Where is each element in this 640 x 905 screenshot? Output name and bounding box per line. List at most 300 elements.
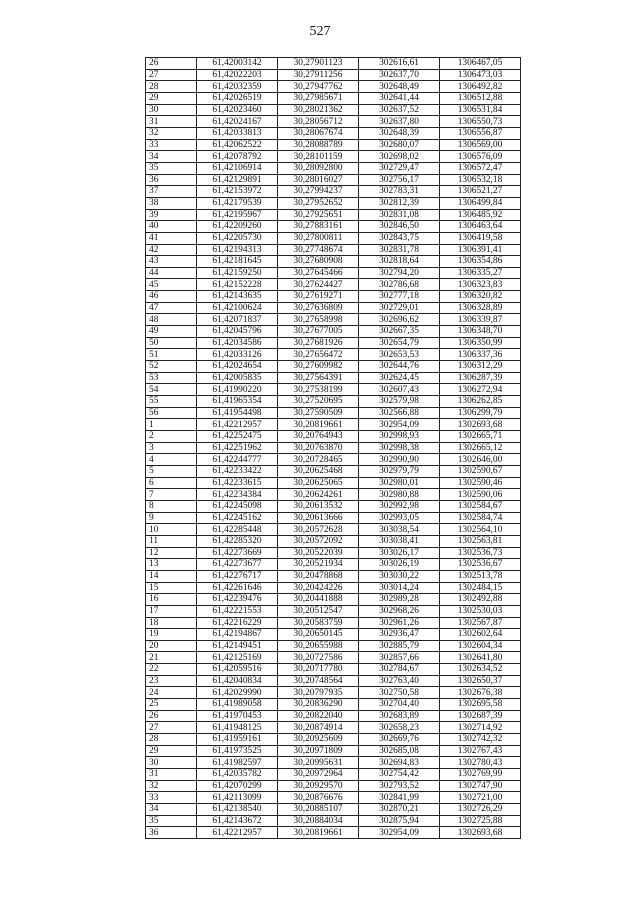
x-coordinate-cell: 302683,89	[359, 710, 440, 722]
table-row	[146, 221, 521, 233]
longitude-cell: 30,20613532	[278, 500, 359, 512]
latitude-cell: 61,42181645	[197, 256, 278, 268]
table-row	[146, 407, 521, 419]
point-number-cell: 19	[146, 629, 197, 641]
latitude-cell: 61,42205730	[197, 232, 278, 244]
x-coordinate-cell: 302579,98	[359, 396, 440, 408]
table-row	[146, 197, 521, 209]
page-number: 527	[309, 24, 331, 39]
table-row	[146, 139, 521, 151]
y-coordinate-cell: 1302602,64	[440, 629, 521, 641]
x-coordinate-cell: 303026,19	[359, 559, 440, 571]
y-coordinate-cell: 1302742,32	[440, 734, 521, 746]
point-number-cell: 3	[146, 442, 197, 454]
longitude-cell: 30,20763870	[278, 442, 359, 454]
latitude-cell: 61,42149451	[197, 640, 278, 652]
x-coordinate-cell: 302566,88	[359, 407, 440, 419]
y-coordinate-cell: 1302693,68	[440, 419, 521, 431]
y-coordinate-cell: 1302513,78	[440, 570, 521, 582]
point-number-cell: 22	[146, 664, 197, 676]
table-row	[146, 489, 521, 501]
y-coordinate-cell: 1302584,67	[440, 500, 521, 512]
latitude-cell: 61,42033126	[197, 349, 278, 361]
y-coordinate-cell: 1306320,82	[440, 291, 521, 303]
x-coordinate-cell: 302616,61	[359, 58, 440, 70]
point-number-cell: 18	[146, 617, 197, 629]
latitude-cell: 61,42100624	[197, 302, 278, 314]
table-row	[146, 804, 521, 816]
latitude-cell: 61,41989058	[197, 699, 278, 711]
y-coordinate-cell: 1302695,58	[440, 699, 521, 711]
table-row	[146, 302, 521, 314]
y-coordinate-cell: 1302714,92	[440, 722, 521, 734]
x-coordinate-cell: 302777,18	[359, 291, 440, 303]
latitude-cell: 61,42035782	[197, 769, 278, 781]
longitude-cell: 30,27994237	[278, 186, 359, 198]
point-number-cell: 34	[146, 804, 197, 816]
longitude-cell: 30,20655988	[278, 640, 359, 652]
x-coordinate-cell: 303030,22	[359, 570, 440, 582]
x-coordinate-cell: 303038,41	[359, 535, 440, 547]
longitude-cell: 30,20441888	[278, 594, 359, 606]
x-coordinate-cell: 302784,67	[359, 664, 440, 676]
point-number-cell: 15	[146, 582, 197, 594]
point-number-cell: 51	[146, 349, 197, 361]
table-row	[146, 69, 521, 81]
point-number-cell: 45	[146, 279, 197, 291]
point-number-cell: 30	[146, 104, 197, 116]
point-number-cell: 37	[146, 186, 197, 198]
latitude-cell: 61,42125169	[197, 652, 278, 664]
latitude-cell: 61,42285320	[197, 535, 278, 547]
y-coordinate-cell: 1302590,06	[440, 489, 521, 501]
longitude-cell: 30,20512547	[278, 605, 359, 617]
y-coordinate-cell: 1302767,43	[440, 745, 521, 757]
x-coordinate-cell: 302998,38	[359, 442, 440, 454]
latitude-cell: 61,42033813	[197, 127, 278, 139]
latitude-cell: 61,41959161	[197, 734, 278, 746]
y-coordinate-cell: 1302641,80	[440, 652, 521, 664]
y-coordinate-cell: 1302725,88	[440, 815, 521, 827]
x-coordinate-cell: 302846,50	[359, 221, 440, 233]
point-number-cell: 41	[146, 232, 197, 244]
x-coordinate-cell: 302637,52	[359, 104, 440, 116]
table-row	[146, 675, 521, 687]
latitude-cell: 61,42194313	[197, 244, 278, 256]
x-coordinate-cell: 302961,26	[359, 617, 440, 629]
point-number-cell: 46	[146, 291, 197, 303]
table-row	[146, 151, 521, 163]
x-coordinate-cell: 302763,40	[359, 675, 440, 687]
longitude-cell: 30,27520695	[278, 396, 359, 408]
table-row	[146, 431, 521, 443]
table-row	[146, 617, 521, 629]
longitude-cell: 30,27656472	[278, 349, 359, 361]
table-row	[146, 174, 521, 186]
latitude-cell: 61,42129891	[197, 174, 278, 186]
table-row	[146, 570, 521, 582]
y-coordinate-cell: 1306287,39	[440, 372, 521, 384]
latitude-cell: 61,41990220	[197, 384, 278, 396]
x-coordinate-cell: 302936,47	[359, 629, 440, 641]
y-coordinate-cell: 1306556,87	[440, 127, 521, 139]
table-row	[146, 547, 521, 559]
longitude-cell: 30,20971809	[278, 745, 359, 757]
table-row	[146, 769, 521, 781]
point-number-cell: 26	[146, 58, 197, 70]
y-coordinate-cell: 1306512,88	[440, 92, 521, 104]
y-coordinate-cell: 1306485,92	[440, 209, 521, 221]
table-row	[146, 559, 521, 571]
table-row	[146, 92, 521, 104]
x-coordinate-cell: 302658,23	[359, 722, 440, 734]
latitude-cell: 61,42034586	[197, 337, 278, 349]
table-row	[146, 722, 521, 734]
coordinates-table	[145, 57, 521, 839]
point-number-cell: 10	[146, 524, 197, 536]
point-number-cell: 36	[146, 827, 197, 839]
point-number-cell: 54	[146, 384, 197, 396]
y-coordinate-cell: 1302536,73	[440, 547, 521, 559]
latitude-cell: 61,41948125	[197, 722, 278, 734]
longitude-cell: 30,28056712	[278, 116, 359, 128]
latitude-cell: 61,42252475	[197, 431, 278, 443]
x-coordinate-cell: 302654,79	[359, 337, 440, 349]
latitude-cell: 61,42143635	[197, 291, 278, 303]
x-coordinate-cell: 302786,68	[359, 279, 440, 291]
x-coordinate-cell: 302843,75	[359, 232, 440, 244]
table-row	[146, 127, 521, 139]
x-coordinate-cell: 302754,42	[359, 769, 440, 781]
latitude-cell: 61,42005835	[197, 372, 278, 384]
longitude-cell: 30,27636809	[278, 302, 359, 314]
y-coordinate-cell: 1306532,18	[440, 174, 521, 186]
x-coordinate-cell: 302954,09	[359, 419, 440, 431]
x-coordinate-cell: 302648,39	[359, 127, 440, 139]
table-row	[146, 267, 521, 279]
longitude-cell: 30,28088789	[278, 139, 359, 151]
latitude-cell: 61,42273677	[197, 559, 278, 571]
x-coordinate-cell: 302857,66	[359, 652, 440, 664]
longitude-cell: 30,27985671	[278, 92, 359, 104]
x-coordinate-cell: 302698,02	[359, 151, 440, 163]
longitude-cell: 30,27901123	[278, 58, 359, 70]
point-number-cell: 36	[146, 174, 197, 186]
point-number-cell: 11	[146, 535, 197, 547]
point-number-cell: 2	[146, 431, 197, 443]
table-row	[146, 477, 521, 489]
longitude-cell: 30,20728465	[278, 454, 359, 466]
y-coordinate-cell: 1306299,79	[440, 407, 521, 419]
x-coordinate-cell: 302669,76	[359, 734, 440, 746]
y-coordinate-cell: 1306569,00	[440, 139, 521, 151]
latitude-cell: 61,42221553	[197, 605, 278, 617]
table-row	[146, 745, 521, 757]
longitude-cell: 30,20764943	[278, 431, 359, 443]
x-coordinate-cell: 302653,53	[359, 349, 440, 361]
x-coordinate-cell: 302794,20	[359, 267, 440, 279]
table-row	[146, 291, 521, 303]
point-number-cell: 50	[146, 337, 197, 349]
y-coordinate-cell: 1302536,67	[440, 559, 521, 571]
y-coordinate-cell: 1302564,10	[440, 524, 521, 536]
y-coordinate-cell: 1306312,29	[440, 361, 521, 373]
y-coordinate-cell: 1306339,87	[440, 314, 521, 326]
point-number-cell: 30	[146, 757, 197, 769]
longitude-cell: 30,27590509	[278, 407, 359, 419]
table-row	[146, 454, 521, 466]
x-coordinate-cell: 302998,93	[359, 431, 440, 443]
y-coordinate-cell: 1306337,36	[440, 349, 521, 361]
longitude-cell: 30,20874914	[278, 722, 359, 734]
point-number-cell: 20	[146, 640, 197, 652]
latitude-cell: 61,42233422	[197, 465, 278, 477]
table-row	[146, 442, 521, 454]
latitude-cell: 61,42233615	[197, 477, 278, 489]
table-row	[146, 792, 521, 804]
point-number-cell: 33	[146, 139, 197, 151]
table-row	[146, 652, 521, 664]
longitude-cell: 30,20884034	[278, 815, 359, 827]
point-number-cell: 32	[146, 780, 197, 792]
latitude-cell: 61,42234384	[197, 489, 278, 501]
y-coordinate-cell: 1302484,15	[440, 582, 521, 594]
y-coordinate-cell: 1302780,43	[440, 757, 521, 769]
longitude-cell: 30,20995631	[278, 757, 359, 769]
table-row	[146, 384, 521, 396]
point-number-cell: 56	[146, 407, 197, 419]
latitude-cell: 61,42032359	[197, 81, 278, 93]
y-coordinate-cell: 1302530,03	[440, 605, 521, 617]
latitude-cell: 61,42143672	[197, 815, 278, 827]
y-coordinate-cell: 1306262,85	[440, 396, 521, 408]
point-number-cell: 17	[146, 605, 197, 617]
x-coordinate-cell: 302644,76	[359, 361, 440, 373]
point-number-cell: 34	[146, 151, 197, 163]
point-number-cell: 7	[146, 489, 197, 501]
table-row	[146, 326, 521, 338]
longitude-cell: 30,20819661	[278, 419, 359, 431]
table-row	[146, 640, 521, 652]
point-number-cell: 39	[146, 209, 197, 221]
latitude-cell: 61,42273669	[197, 547, 278, 559]
latitude-cell: 61,42209260	[197, 221, 278, 233]
latitude-cell: 61,42070299	[197, 780, 278, 792]
x-coordinate-cell: 302954,09	[359, 827, 440, 839]
latitude-cell: 61,42040834	[197, 675, 278, 687]
point-number-cell: 4	[146, 454, 197, 466]
point-number-cell: 38	[146, 197, 197, 209]
latitude-cell: 61,42285448	[197, 524, 278, 536]
latitude-cell: 61,42245162	[197, 512, 278, 524]
longitude-cell: 30,20625468	[278, 465, 359, 477]
longitude-cell: 30,27748674	[278, 244, 359, 256]
longitude-cell: 30,20583759	[278, 617, 359, 629]
longitude-cell: 30,20521934	[278, 559, 359, 571]
longitude-cell: 30,20876676	[278, 792, 359, 804]
x-coordinate-cell: 302607,43	[359, 384, 440, 396]
table-row	[146, 664, 521, 676]
longitude-cell: 30,27680908	[278, 256, 359, 268]
y-coordinate-cell: 1306463,64	[440, 221, 521, 233]
point-number-cell: 21	[146, 652, 197, 664]
longitude-cell: 30,20624261	[278, 489, 359, 501]
longitude-cell: 30,27883161	[278, 221, 359, 233]
latitude-cell: 61,42078792	[197, 151, 278, 163]
point-number-cell: 29	[146, 745, 197, 757]
longitude-cell: 30,20972964	[278, 769, 359, 781]
x-coordinate-cell: 302667,35	[359, 326, 440, 338]
latitude-cell: 61,42024167	[197, 116, 278, 128]
longitude-cell: 30,20424226	[278, 582, 359, 594]
latitude-cell: 61,42023460	[197, 104, 278, 116]
y-coordinate-cell: 1302604,34	[440, 640, 521, 652]
point-number-cell: 29	[146, 92, 197, 104]
latitude-cell: 61,42216229	[197, 617, 278, 629]
point-number-cell: 31	[146, 116, 197, 128]
point-number-cell: 5	[146, 465, 197, 477]
latitude-cell: 61,42245098	[197, 500, 278, 512]
latitude-cell: 61,41954498	[197, 407, 278, 419]
coordinates-table-body	[146, 58, 521, 839]
x-coordinate-cell: 302637,70	[359, 69, 440, 81]
y-coordinate-cell: 1302492,88	[440, 594, 521, 606]
latitude-cell: 61,42024654	[197, 361, 278, 373]
y-coordinate-cell: 1302634,52	[440, 664, 521, 676]
x-coordinate-cell: 302729,47	[359, 162, 440, 174]
table-row	[146, 279, 521, 291]
table-row	[146, 605, 521, 617]
x-coordinate-cell: 302980,01	[359, 477, 440, 489]
latitude-cell: 61,42003142	[197, 58, 278, 70]
table-row	[146, 162, 521, 174]
table-row	[146, 582, 521, 594]
table-row	[146, 465, 521, 477]
table-row	[146, 372, 521, 384]
point-number-cell: 14	[146, 570, 197, 582]
longitude-cell: 30,20650145	[278, 629, 359, 641]
x-coordinate-cell: 302783,31	[359, 186, 440, 198]
y-coordinate-cell: 1302590,67	[440, 465, 521, 477]
latitude-cell: 61,42179539	[197, 197, 278, 209]
latitude-cell: 61,42029990	[197, 687, 278, 699]
table-row	[146, 396, 521, 408]
longitude-cell: 30,20572092	[278, 535, 359, 547]
latitude-cell: 61,42244777	[197, 454, 278, 466]
point-number-cell: 6	[146, 477, 197, 489]
x-coordinate-cell: 302989,28	[359, 594, 440, 606]
y-coordinate-cell: 1306323,83	[440, 279, 521, 291]
longitude-cell: 30,27538199	[278, 384, 359, 396]
longitude-cell: 30,20929570	[278, 780, 359, 792]
point-number-cell: 31	[146, 769, 197, 781]
longitude-cell: 30,28021362	[278, 104, 359, 116]
table-row	[146, 337, 521, 349]
x-coordinate-cell: 302624,45	[359, 372, 440, 384]
y-coordinate-cell: 1302646,00	[440, 454, 521, 466]
longitude-cell: 30,27925651	[278, 209, 359, 221]
longitude-cell: 30,27564391	[278, 372, 359, 384]
latitude-cell: 61,41982597	[197, 757, 278, 769]
point-number-cell: 48	[146, 314, 197, 326]
latitude-cell: 61,42195967	[197, 209, 278, 221]
y-coordinate-cell: 1302769,99	[440, 769, 521, 781]
longitude-cell: 30,27947762	[278, 81, 359, 93]
longitude-cell: 30,20613666	[278, 512, 359, 524]
latitude-cell: 61,42059516	[197, 664, 278, 676]
point-number-cell: 12	[146, 547, 197, 559]
table-row	[146, 314, 521, 326]
point-number-cell: 26	[146, 710, 197, 722]
table-row	[146, 244, 521, 256]
y-coordinate-cell: 1302590,46	[440, 477, 521, 489]
point-number-cell: 49	[146, 326, 197, 338]
y-coordinate-cell: 1306328,89	[440, 302, 521, 314]
x-coordinate-cell: 302648,49	[359, 81, 440, 93]
table-row	[146, 699, 521, 711]
x-coordinate-cell: 303038,54	[359, 524, 440, 536]
table-row	[146, 815, 521, 827]
x-coordinate-cell: 302841,99	[359, 792, 440, 804]
longitude-cell: 30,27952652	[278, 197, 359, 209]
x-coordinate-cell: 302685,08	[359, 745, 440, 757]
point-number-cell: 40	[146, 221, 197, 233]
point-number-cell: 1	[146, 419, 197, 431]
table-row	[146, 81, 521, 93]
latitude-cell: 61,42026519	[197, 92, 278, 104]
point-number-cell: 42	[146, 244, 197, 256]
x-coordinate-cell: 302875,94	[359, 815, 440, 827]
y-coordinate-cell: 1302676,38	[440, 687, 521, 699]
longitude-cell: 30,20797935	[278, 687, 359, 699]
x-coordinate-cell: 302831,78	[359, 244, 440, 256]
y-coordinate-cell: 1302693,68	[440, 827, 521, 839]
x-coordinate-cell: 302704,40	[359, 699, 440, 711]
table-row	[146, 757, 521, 769]
y-coordinate-cell: 1306473,03	[440, 69, 521, 81]
longitude-cell: 30,27609982	[278, 361, 359, 373]
latitude-cell: 61,42045796	[197, 326, 278, 338]
table-row	[146, 104, 521, 116]
longitude-cell: 30,20836290	[278, 699, 359, 711]
x-coordinate-cell: 302694,83	[359, 757, 440, 769]
point-number-cell: 28	[146, 734, 197, 746]
y-coordinate-cell: 1306354,86	[440, 256, 521, 268]
table-row	[146, 58, 521, 70]
point-number-cell: 8	[146, 500, 197, 512]
table-row	[146, 256, 521, 268]
table-row	[146, 535, 521, 547]
point-number-cell: 16	[146, 594, 197, 606]
point-number-cell: 35	[146, 162, 197, 174]
latitude-cell: 61,42212957	[197, 419, 278, 431]
y-coordinate-cell: 1306499,84	[440, 197, 521, 209]
y-coordinate-cell: 1306272,94	[440, 384, 521, 396]
point-number-cell: 27	[146, 69, 197, 81]
longitude-cell: 30,27645466	[278, 267, 359, 279]
point-number-cell: 53	[146, 372, 197, 384]
latitude-cell: 61,42138540	[197, 804, 278, 816]
table-row	[146, 512, 521, 524]
y-coordinate-cell: 1306350,99	[440, 337, 521, 349]
latitude-cell: 61,42062522	[197, 139, 278, 151]
longitude-cell: 30,20625065	[278, 477, 359, 489]
latitude-cell: 61,42251962	[197, 442, 278, 454]
y-coordinate-cell: 1302721,00	[440, 792, 521, 804]
point-number-cell: 27	[146, 722, 197, 734]
latitude-cell: 61,41970453	[197, 710, 278, 722]
table-row	[146, 687, 521, 699]
